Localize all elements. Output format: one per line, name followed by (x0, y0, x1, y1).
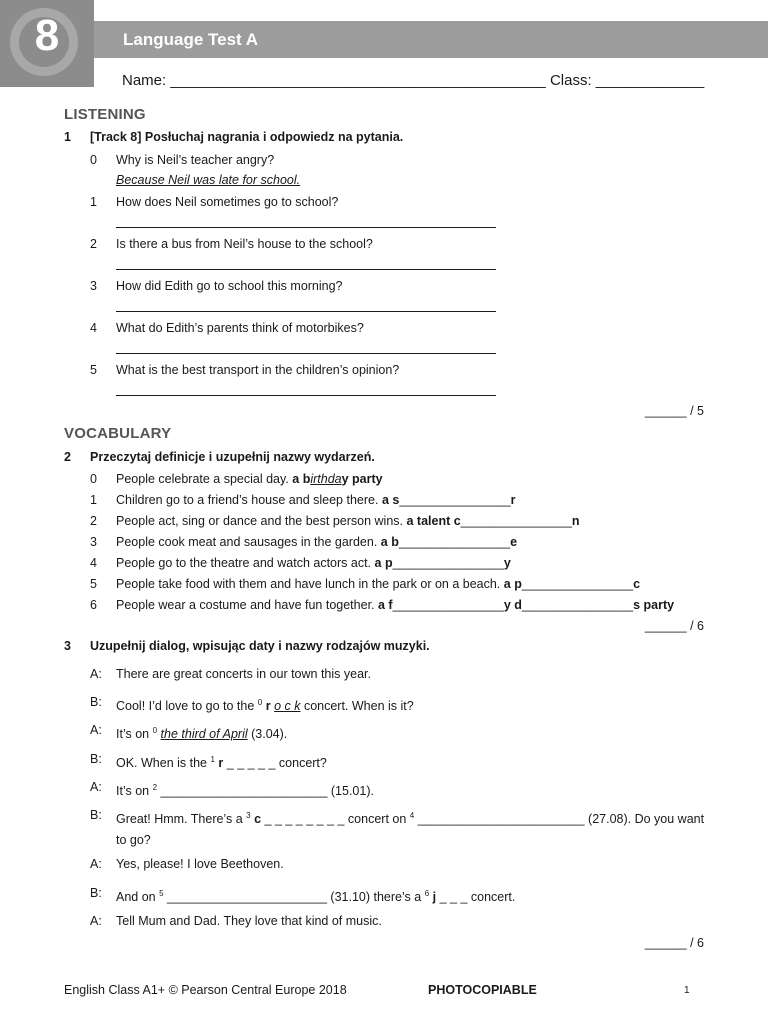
vocabulary-item (90, 597, 730, 614)
dialog-segment: concert? (275, 756, 327, 771)
first-letter: c (254, 812, 262, 827)
word-start: a talent c (406, 514, 461, 528)
gap-number: 4 (409, 811, 415, 820)
answer-blank[interactable]: ________________ (392, 556, 504, 570)
dialog-text (116, 777, 706, 802)
task-number: 2 (64, 450, 71, 464)
example-answer-text: the third of April (160, 727, 248, 742)
speaker-label: A: (90, 914, 102, 928)
dialog-text (116, 692, 706, 717)
vocabulary-task3-score: ______ / 6 (644, 936, 704, 950)
answer-line[interactable] (116, 395, 496, 396)
dialog-segment: Cool! I’d love to go to the (116, 699, 258, 714)
answer-blank[interactable]: _______________________ (167, 890, 327, 905)
speaker-label: B: (90, 695, 102, 709)
instruction-text: Uzupełnij dialog, wpisując daty i nazwy rodzajów muzyki. (90, 639, 430, 653)
answer-line[interactable] (116, 227, 496, 228)
item-number: 0 (90, 153, 97, 167)
answer-line[interactable] (116, 311, 496, 312)
dialog-line (90, 854, 710, 875)
answer-blank[interactable]: _ _ _ _ _ _ _ _ (264, 812, 345, 827)
word-start: a b (292, 472, 311, 486)
listening-item (90, 278, 730, 295)
dialog-segment: (27.08). Do you want to go? (116, 812, 705, 848)
dialog-line (90, 720, 710, 745)
task-number: 1 (64, 130, 71, 144)
dialog-segment: And on (116, 890, 160, 905)
item-number: 2 (90, 514, 97, 528)
first-letter: r (218, 756, 224, 771)
gap-number: 2 (152, 783, 158, 792)
word-end: c (633, 577, 641, 591)
definition-text: People act, sing or dance and the best person wins. (116, 514, 403, 528)
word-start: a b (380, 535, 399, 549)
answer-blank[interactable]: _ _ _ (439, 890, 468, 905)
gap-number: 0 (257, 698, 263, 707)
item-number: 0 (90, 472, 97, 486)
item-number: 4 (90, 556, 97, 570)
item-number: 4 (90, 321, 97, 335)
page-title: Language Test A (123, 30, 259, 49)
word-start: a s (381, 493, 400, 507)
unit-badge (0, 0, 94, 87)
unit-number: 8 (34, 11, 60, 60)
dialog-segment: concert on (344, 812, 410, 827)
definition-text: People wear a costume and have fun together. (116, 598, 375, 612)
dialog-text (116, 883, 706, 908)
vocabulary-item (90, 513, 730, 530)
dialog-line (90, 777, 710, 802)
first-letter: j (432, 890, 437, 905)
listening-item (90, 236, 730, 253)
answer-blank[interactable]: ________________ (521, 577, 634, 591)
dialog-line (90, 805, 710, 851)
speaker-label: B: (90, 752, 102, 766)
class-label: Class: (549, 72, 592, 89)
dialog-text (116, 805, 706, 851)
task-3-instruction (64, 639, 430, 653)
vocabulary-item (90, 492, 730, 509)
footer-photocopiable: PHOTOCOPIABLE (428, 983, 537, 997)
word-end: y (503, 556, 511, 570)
word-start: a f (378, 598, 393, 612)
dialog-segment: (3.04). (247, 727, 288, 742)
item-number: 5 (90, 577, 97, 591)
word-middle: y d (503, 598, 522, 612)
listening-item (90, 194, 730, 211)
example-answer-text: Because Neil was late for school. (116, 173, 301, 187)
vocabulary-task2-score: ______ / 6 (644, 619, 704, 633)
word-end: s party (633, 598, 675, 612)
dialog-segment: Great! Hmm. There’s a (116, 812, 247, 827)
dialog-line (90, 692, 710, 717)
dialog-line (90, 911, 710, 932)
task-number: 3 (64, 639, 71, 653)
speaker-label: A: (90, 723, 102, 737)
speaker-label: A: (90, 667, 102, 681)
dialog-segment: It’s on (116, 784, 153, 799)
item-number: 3 (90, 279, 97, 293)
item-number: 2 (90, 237, 97, 251)
vocabulary-item (90, 534, 730, 551)
answer-blank[interactable]: ________________________ (417, 812, 585, 827)
answer-blank[interactable]: ________________ (521, 598, 634, 612)
word-end: r (510, 493, 516, 507)
first-letter: r (265, 699, 271, 714)
gap-number: 6 (424, 889, 430, 898)
speaker-label: B: (90, 886, 102, 900)
footer-copyright: English Class A1+ © Pearson Central Europe 2018 (64, 983, 347, 997)
dialog-segment: (15.01). (327, 784, 374, 799)
answer-line[interactable] (116, 269, 496, 270)
dialog-line (90, 664, 710, 685)
vocabulary-item (90, 471, 730, 488)
dialog-line (90, 883, 710, 908)
instruction-text: Przeczytaj definicje i uzupełnij nazwy wydarzeń. (90, 450, 375, 464)
answer-blank[interactable]: ________________ (460, 514, 572, 528)
item-number: 6 (90, 598, 97, 612)
gap-number: 3 (246, 811, 251, 820)
dialog-segment: It’s on (116, 727, 153, 742)
definition-text: Children go to a friend’s house and sleep there. (116, 493, 379, 507)
speaker-label: A: (90, 857, 102, 871)
title-bar (94, 21, 768, 58)
question-text: What do Edith’s parents think of motorbikes? (116, 321, 364, 335)
answer-blank[interactable]: ________________ (399, 493, 511, 507)
class-blank: _____________ (595, 72, 705, 89)
question-text: How did Edith go to school this morning? (116, 279, 343, 293)
word-start: a p (503, 577, 522, 591)
dialog-segment: concert. (467, 890, 516, 905)
name-blank: _____________________________________________ (170, 72, 546, 89)
dialog-text (116, 749, 706, 774)
instruction-text: [Track 8] Posłuchaj nagrania i odpowiedz na pytania. (90, 130, 404, 144)
word-end: y party (341, 472, 383, 486)
example-answer-text: irthda (310, 472, 342, 486)
question-text: How does Neil sometimes go to school? (116, 195, 339, 209)
page-number: 1 (684, 985, 690, 996)
question-text: Is there a bus from Neil’s house to the school? (116, 237, 373, 251)
item-number: 1 (90, 195, 97, 209)
speaker-label: A: (90, 780, 102, 794)
gap-number: 5 (159, 889, 164, 898)
definition-text: People cook meat and sausages in the garden. (116, 535, 378, 549)
task-1-instruction (64, 130, 403, 144)
listening-item (90, 152, 730, 169)
answer-line[interactable] (116, 353, 496, 354)
definition-text: People go to the theatre and watch actors act. (116, 556, 372, 570)
gap-number: 1 (210, 755, 215, 764)
dialog-text: There are great concerts in our town this year. (116, 667, 371, 681)
answer-blank[interactable]: ________________ (392, 598, 504, 612)
name-class-row (122, 72, 704, 89)
definition-text: People take food with them and have lunch in the park or on a beach. (116, 577, 501, 591)
question-text: Why is Neil’s teacher angry? (116, 153, 275, 167)
speaker-label: B: (90, 808, 102, 822)
vocabulary-item (90, 555, 730, 572)
dialog-text: Tell Mum and Dad. They love that kind of music. (116, 914, 382, 928)
dialog-segment: OK. When is the (116, 756, 211, 771)
definition-text: People celebrate a special day. (116, 472, 289, 486)
item-number: 3 (90, 535, 97, 549)
item-number: 1 (90, 493, 97, 507)
answer-blank[interactable]: ________________________ (160, 784, 328, 799)
vocabulary-item (90, 576, 730, 593)
dialog-segment: concert. When is it? (300, 699, 414, 714)
item-number: 5 (90, 363, 97, 377)
listening-score: ______ / 5 (644, 404, 704, 418)
gap-number: 0 (152, 726, 158, 735)
listening-item (90, 320, 730, 337)
vocabulary-section-title: VOCABULARY (64, 425, 172, 442)
listening-section-title: LISTENING (64, 106, 146, 123)
listening-item (90, 362, 730, 379)
word-start: a p (374, 556, 393, 570)
dialog-text (116, 720, 706, 745)
dialog-text: Yes, please! I love Beethoven. (116, 857, 284, 871)
question-text: What is the best transport in the children’s opinion? (116, 363, 400, 377)
name-label: Name: (122, 72, 167, 89)
dialog-segment: (31.10) there’s a (326, 890, 425, 905)
example-answer (116, 172, 756, 189)
example-answer-text: o c k (274, 699, 301, 714)
task-2-instruction (64, 450, 375, 464)
dialog-line (90, 749, 710, 774)
answer-blank[interactable]: ________________ (398, 535, 511, 549)
word-end: n (571, 514, 580, 528)
word-end: e (510, 535, 518, 549)
answer-blank[interactable]: _ _ _ _ _ (226, 756, 276, 771)
